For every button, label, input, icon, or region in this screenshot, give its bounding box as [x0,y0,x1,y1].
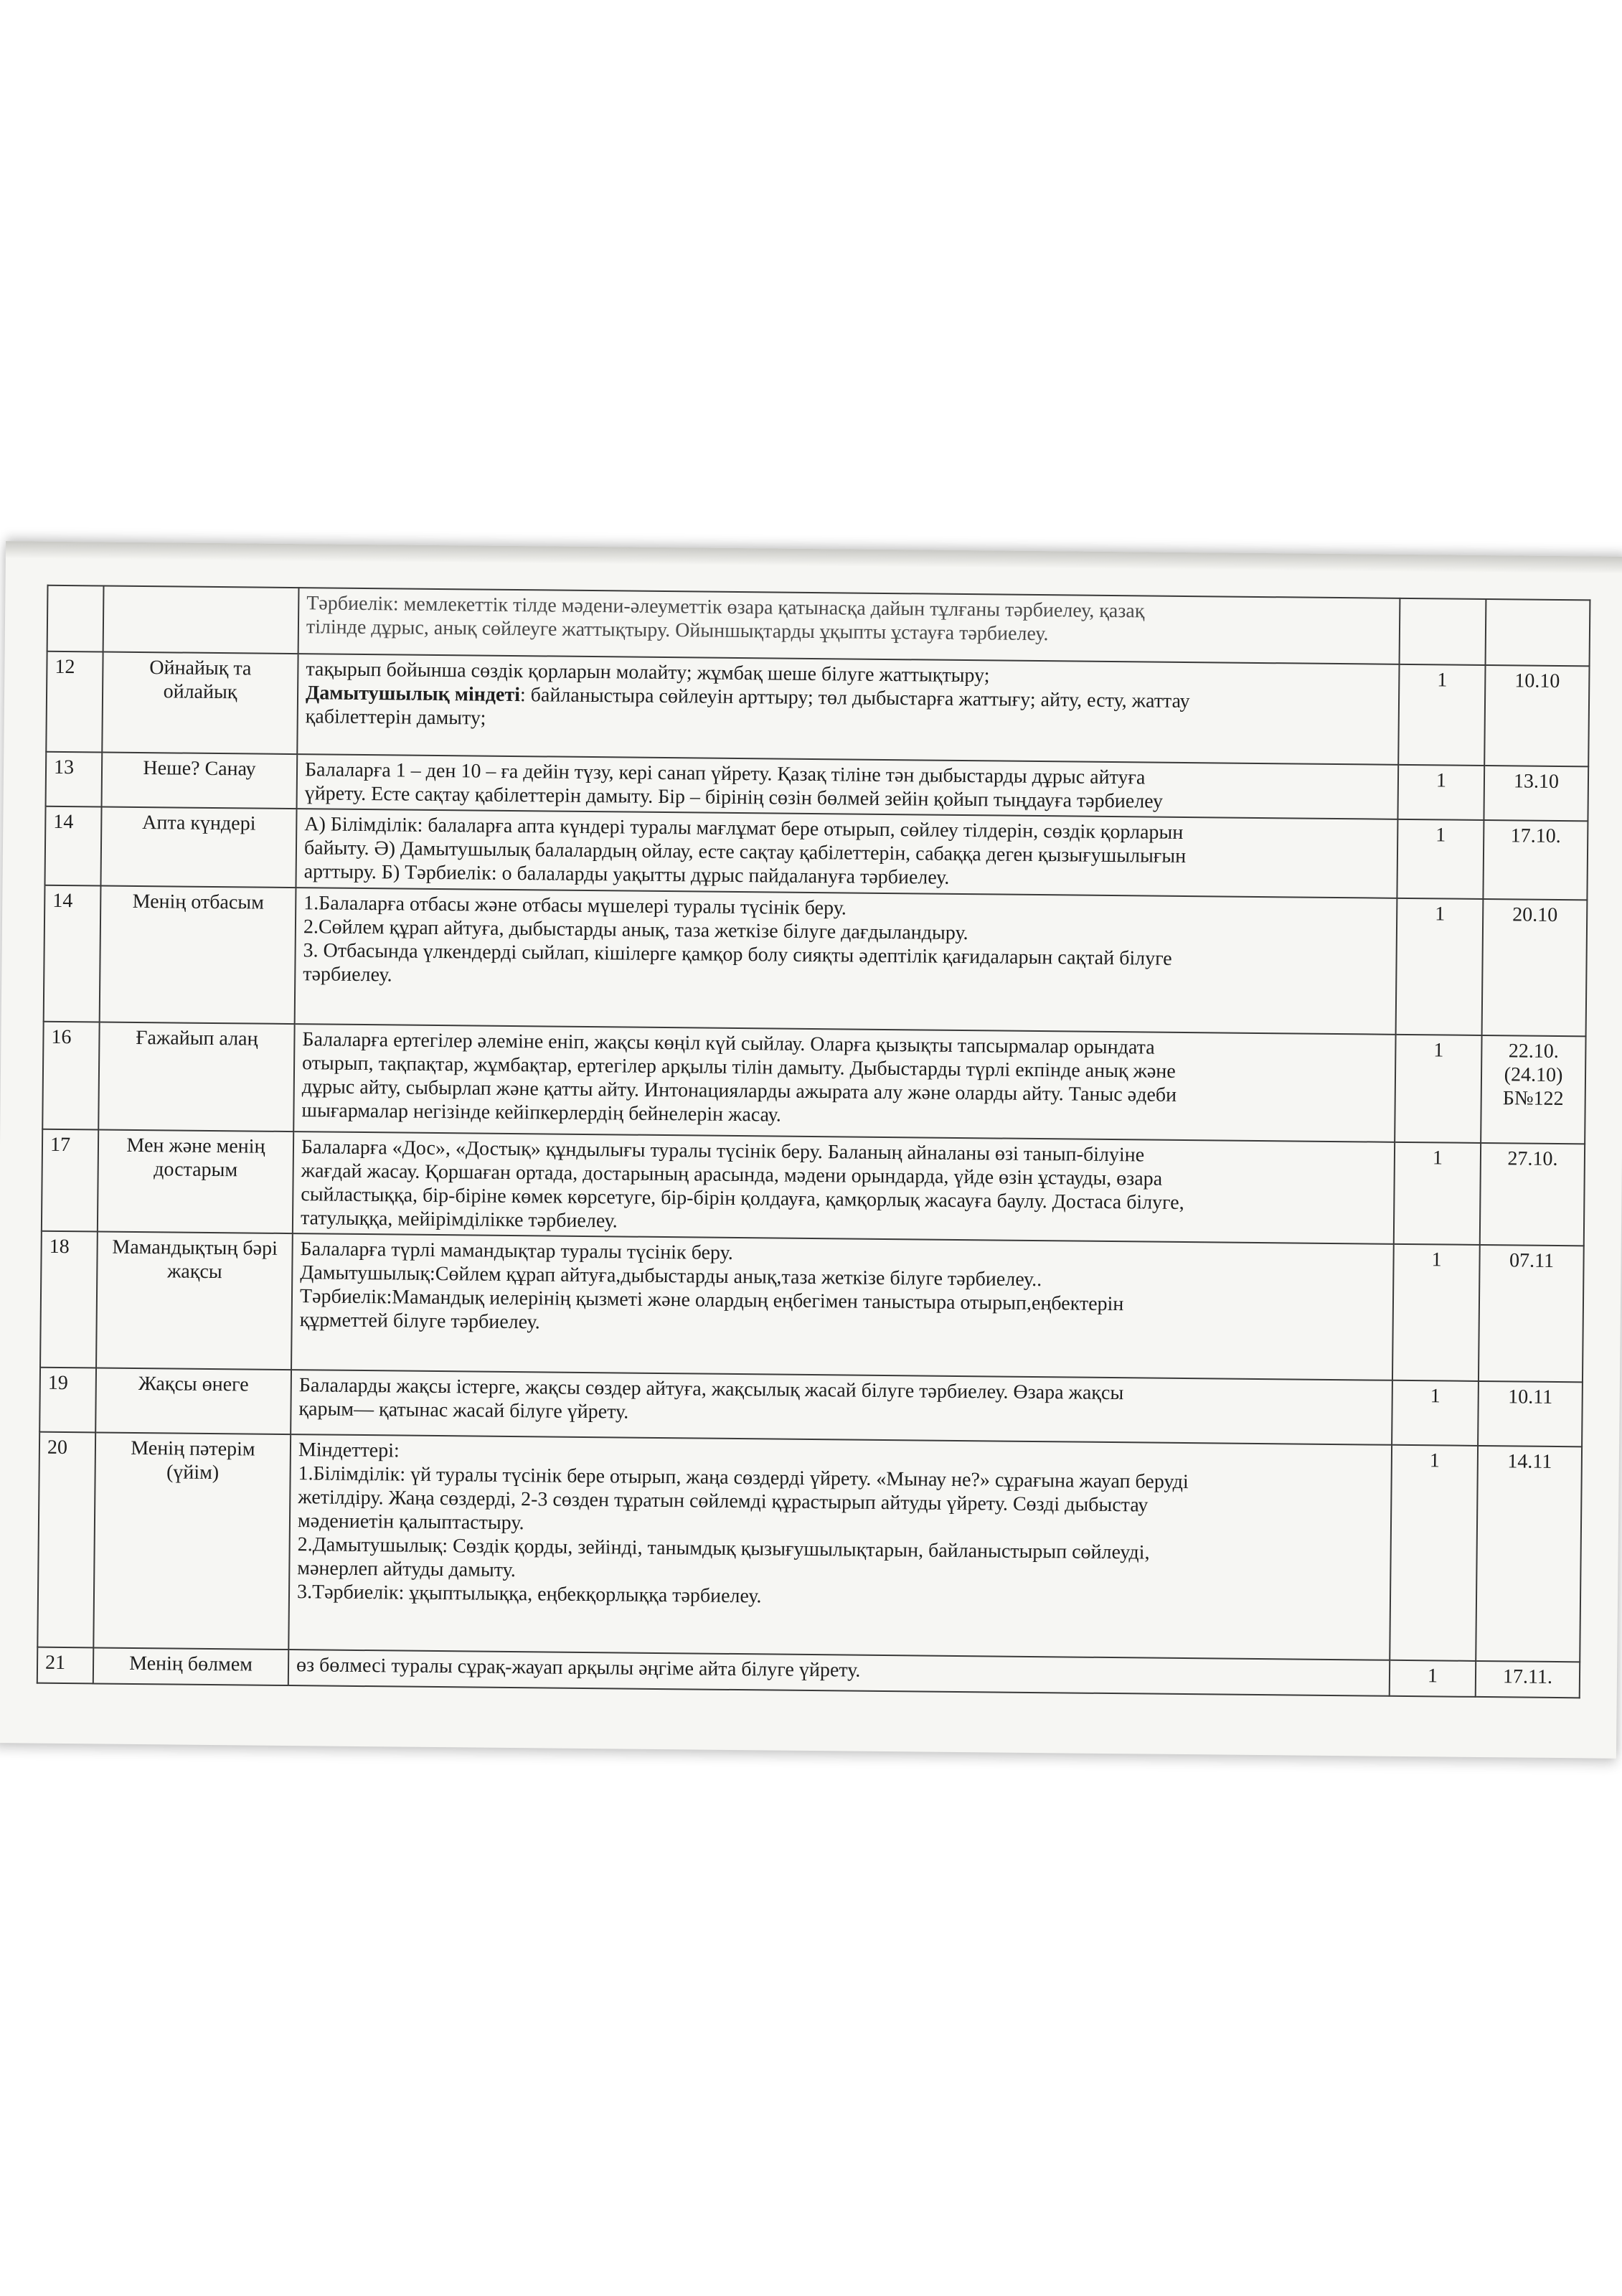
content-line: мәдениетін қалыптастыру. [297,1510,524,1535]
content-line: тәрбиелеу. [303,963,392,987]
content-line: мәнерлеп айтуды дамыту. [297,1557,516,1582]
table-row [42,1022,1585,1144]
row-number: 19 [39,1368,96,1433]
row-topic: Мамандықтың бәрі жақсы [96,1231,293,1370]
row-hours: 1 [1397,819,1484,899]
row-number: 18 [40,1231,98,1368]
row-content [293,1131,1395,1244]
row-hours: 1 [1395,1035,1481,1143]
row-date: 22.10. (24.10) Б№122 [1481,1035,1585,1144]
row-topic: Ғажайып алаң [98,1022,294,1131]
sheet-shadow-edge [6,541,1622,574]
content-line: 1.Білімділік: үй туралы түсінік бере отырып, жаңа сөздерді үйрету. «Мынау не?» сұрағына жауап беруді [298,1462,1189,1494]
content-line: Балаларға 1 – ден 10 – ға дейін түзу, кері санап үйрету. Қазақ тіліне тән дыбыстарды дұрыс айтуға [304,758,1146,789]
content-line: Тәрбиелік:Мамандық иелерінің қызметі және олардың еңбегімен таныстыра отырып,еңбектерін [299,1285,1124,1316]
content-line: өз бөлмесі туралы сұрақ-жауап арқылы әңгіме айта білуге үйрету. [296,1654,861,1682]
content-line: Дамытушылық міндеті: байланыстыра сөйлеуін арттыру; төл дыбыстарға жаттығу; айту, есту, жаттау [305,682,1190,713]
row-content [297,654,1399,765]
row-date: 14.11 [1476,1446,1582,1662]
content-line: байыту. Ә) Дамытушылық балалардың ойлау, есте сақтау қабілеттерін, сабаққа деген қызығушылығын [303,837,1187,867]
content-line: 3.Тәрбиелік: ұқыптылыққа, еңбекқорлыққа тәрбиелеу. [296,1581,762,1608]
row-content [291,1233,1394,1380]
row-date: 27.10. [1480,1143,1585,1246]
table-row [46,651,1589,767]
row-number: 13 [46,752,103,807]
content-line: жетілдіру. Жаңа сөздерді, 2-3 сөзден тұратын сөйлемді құрастырып айтуды үйрету. Сөзді дыбыстау [298,1486,1149,1517]
row-hours: 1 [1392,1380,1479,1446]
row-date: 10.11 [1478,1381,1583,1446]
content-line: 2.Сөйлем құрап айтуға, дыбыстарды анық, таза жеткізе білуге дағдыландыру. [303,916,968,945]
row-date: 13.10 [1484,766,1588,821]
row-topic: Менің отбасым [100,885,296,1024]
row-hours: 1 [1396,898,1484,1035]
bold-label: Дамытушылық міндеті [305,682,521,707]
row-topic: Мен және менің достарым [98,1129,293,1233]
row-hours: 1 [1397,765,1484,820]
row-number: 20 [37,1432,95,1648]
row-topic: Жақсы өнеге [95,1368,291,1434]
row-content [291,1370,1392,1445]
row-number: 16 [42,1022,99,1130]
content-line: үйрету. Есте сақтау қабілеттерін дамыту. Бір – бірінің сөзін бөлмей зейін қойып тыңдауға тәрбиелеу [304,782,1164,813]
row-content [298,588,1400,664]
scanned-sheet [0,541,1622,1759]
row-date: 07.11 [1479,1245,1584,1382]
row-number: 17 [42,1129,98,1232]
content-line: Міндеттері: [298,1439,400,1462]
content-line: қарым— қатынас жасай білуге үйрету. [298,1398,629,1424]
row-content [296,809,1397,898]
row-content [293,1024,1395,1142]
content-line: тілінде дұрыс, анық сөйлеуге жаттықтыру. Ойыншықтарды ұқыпты ұстауға тәрбиелеу. [306,616,1049,646]
content-line: 2.Дамытушылық: Сөздік қорды, зейінді, танымдық қызығушылықтарын, байланыстырып сөйлеуді, [297,1533,1150,1564]
content-line: 1.Балаларға отбасы және отбасы мүшелері туралы түсінік беру. [303,892,847,920]
row-number: 14 [44,806,101,886]
row-date: 17.10. [1483,820,1588,900]
content-line: 3. Отбасында үлкендерді сыйлап, кішілерге қамқор болу сияқты әдептілік қағидаларын сақтай білуге [303,939,1172,970]
content-line: арттыру. Б) Тәрбиелік: о балаларды уақытты дұрыс пайдалануға тәрбиелеу. [303,860,950,889]
row-content [297,754,1399,819]
row-hours: 1 [1394,1142,1481,1245]
content-line: А) Білімділік: балаларға апта күндері туралы мағлұмат бере отырып, сөйлеу тілдерін, сөздік қорларын [304,813,1184,844]
row-topic [103,585,299,654]
content-line: татулыққа, мейірімділікке тәрбиелеу. [300,1207,618,1233]
content-line: жағдай жасау. Қоршаған ортада, достарының арасында, мәдени орындарда, үйде өзін ұстауды, өзара [301,1159,1163,1190]
row-content [288,1434,1392,1660]
lesson-plan-table [37,585,1591,1699]
content-line: Тәрбиелік: мемлекеттік тілде мәдени-әлеуметтік өзара қатынасқа дайын тұлғаны тәрбиелеу, қазақ [306,592,1145,623]
row-number: 14 [44,885,101,1022]
content-line: отырып, тақпақтар, жұмбақтар, ертегілер арқылы тілін дамыту. Дыбыстарды түрлі екпінде анық және [301,1052,1176,1083]
row-hours: 1 [1398,664,1485,766]
table-row [40,1231,1584,1383]
row-topic: Неше? Санау [102,752,298,809]
row-topic: Менің пәтерім (үйім) [93,1432,291,1650]
row-hours: 1 [1392,1244,1480,1381]
row-number: 12 [46,651,103,753]
content-line: Балаларға түрлі мамандықтар туралы түсінік беру. [300,1238,733,1264]
row-topic: Апта күндері [100,806,296,888]
table-row [42,1129,1585,1246]
row-content [295,888,1397,1035]
row-topic: Ойнайық та ойлайық [102,651,298,754]
content-line: Дамытушылық:Сөйлем құрап айтуға,дыбыстарды анық,таза жеткізе білуге тәрбиелеу.. [300,1261,1042,1292]
content-line: тақырып бойынша сөздік қорларын молайту; жұмбақ шеше білуге жаттықтыру; [306,658,990,687]
content-line: құрметтей білуге тәрбиелеу. [299,1309,540,1334]
content-line: шығармалар негізінде кейіпкерлердің бейнелерін жасау. [301,1099,781,1126]
content-line: Балаларды жақсы істерге, жақсы сөздер айтуға, жақсылық жасай білуге тәрбиелеу. Өзара жақсы [298,1374,1124,1405]
content-line: қабілеттерін дамыту; [305,705,486,730]
content-line: сыйластыққа, бір-біріне көмек көрсетуге, бір-бірін қолдауға, қамқорлық жасауға баулу. Достаса білуге, [301,1183,1184,1214]
row-date [1486,599,1590,666]
table-row [37,1432,1582,1662]
row-number [47,585,104,652]
row-number: 21 [37,1647,93,1684]
row-date: 17.11. [1476,1661,1580,1698]
row-hours: 1 [1390,1660,1476,1697]
row-date: 20.10 [1482,899,1588,1036]
table-row [44,885,1588,1037]
content-line: дұрыс айту, сыбырлап және қатты айту. Интонацияларды ажырата алу және оларды айту. Таныс әдеби [301,1076,1177,1106]
content-line: Балаларға ертегілер әлеміне еніп, жақсы көңіл күй сыйлау. Оларға қызықты тапсырмалар орындата [302,1028,1155,1059]
content-line: Балаларға «Дос», «Достық» құндылығы туралы түсінік беру. Баланың айналаны өзі танып-білуіне [301,1136,1145,1167]
table-row [44,806,1588,900]
row-date: 10.10 [1484,665,1589,766]
row-hours: 1 [1390,1445,1478,1661]
row-topic: Менің бөлмем [93,1647,288,1685]
row-hours [1400,598,1486,665]
